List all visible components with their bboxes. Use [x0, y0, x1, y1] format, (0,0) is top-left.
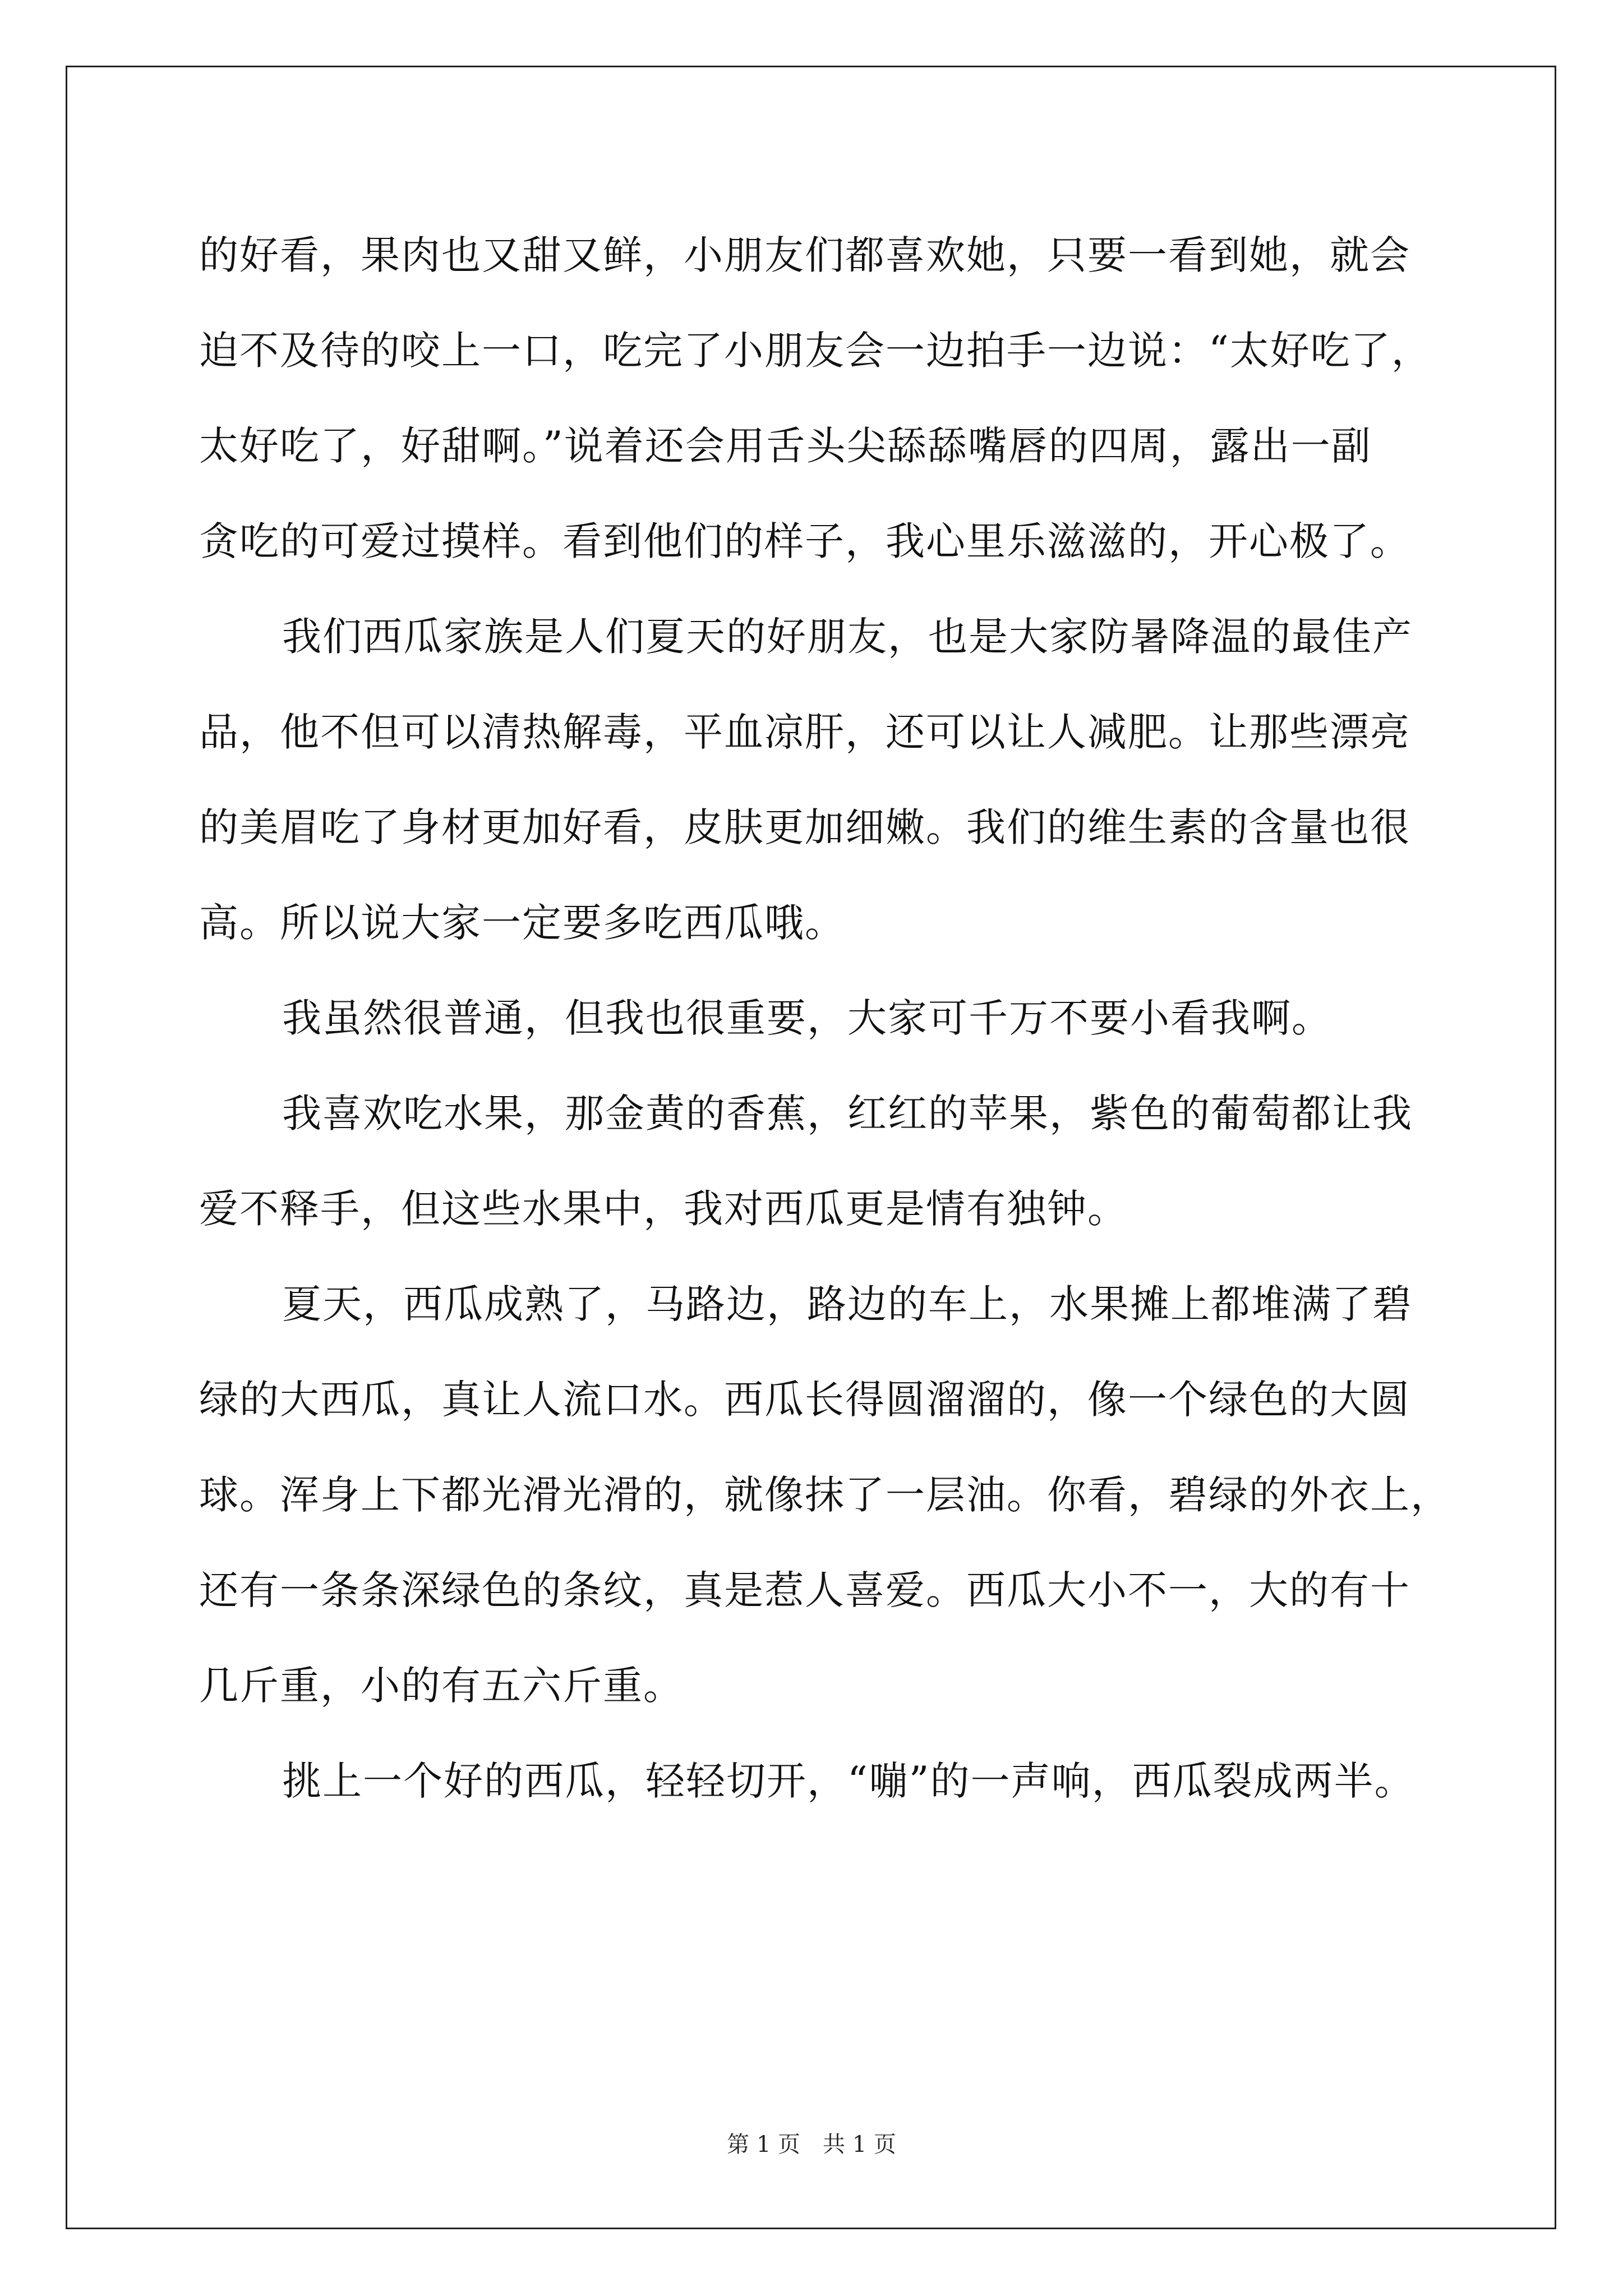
- text-line-13: 绿的大西瓜，真让人流口水。西瓜长得圆溜溜的，像一个绿色的大圆: [199, 1377, 1410, 1423]
- text-line-17: 挑上一个好的西瓜，轻轻切开，“嘣”的一声响，西瓜裂成两半。: [282, 1758, 1415, 1804]
- text-line-5: 我们西瓜家族是人们夏天的好朋友，也是大家防暑降温的最佳产: [282, 614, 1413, 660]
- text-line-2: 迫不及待的咬上一口，吃完了小朋友会一边拍手一边说：“太好吃了，: [199, 328, 1432, 374]
- text-line-16: 几斤重，小的有五六斤重。: [199, 1663, 684, 1709]
- page-number-total: 共 1 页: [823, 2132, 896, 2157]
- text-line-1: 的好看，果肉也又甜又鲜，小朋友们都喜欢她，只要一看到她，就会: [199, 232, 1410, 278]
- text-line-3: 太好吃了，好甜啊。”说着还会用舌头尖舔舔嘴唇的四周，露出一副: [199, 423, 1372, 469]
- text-line-11: 爱不释手，但这些水果中，我对西瓜更是情有独钟。: [199, 1186, 1128, 1232]
- text-line-7: 的美眉吃了身材更加好看，皮肤更加细嫩。我们的维生素的含量也很: [199, 804, 1410, 850]
- text-line-10: 我喜欢吃水果，那金黄的香蕉，红红的苹果，紫色的葡萄都让我: [282, 1091, 1413, 1137]
- text-line-6: 品，他不但可以清热解毒，平血凉肝，还可以让人减肥。让那些漂亮: [199, 709, 1410, 755]
- text-line-12: 夏天，西瓜成熟了，马路边，路边的车上，水果摊上都堆满了碧: [282, 1281, 1413, 1327]
- page-number-current: 第 1 页: [727, 2132, 800, 2157]
- text-line-8: 高。所以说大家一定要多吃西瓜哦。: [199, 900, 845, 946]
- document-body: [199, 208, 1450, 1829]
- page-footer: [0, 2128, 1623, 2161]
- text-line-14: 球。浑身上下都光滑光滑的，就像抹了一层油。你看，碧绿的外衣上，: [199, 1472, 1451, 1518]
- text-line-15: 还有一条条深绿色的条纹，真是惹人喜爱。西瓜大小不一，大的有十: [199, 1567, 1410, 1613]
- text-line-4: 贪吃的可爱过摸样。看到他们的样子，我心里乐滋滋的，开心极了。: [199, 518, 1410, 564]
- text-line-9: 我虽然很普通，但我也很重要，大家可千万不要小看我啊。: [282, 995, 1332, 1041]
